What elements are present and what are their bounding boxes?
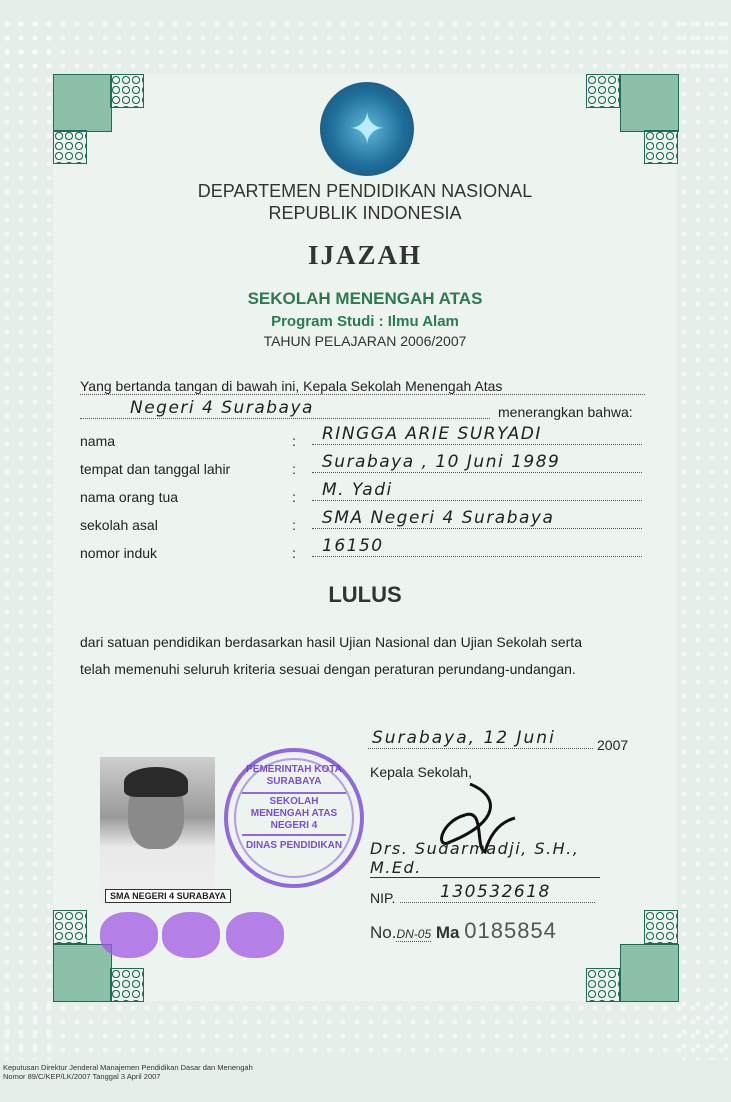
- serial-number: [370, 918, 557, 944]
- corner-ornament: [644, 910, 678, 944]
- corner-ornament: [53, 130, 87, 164]
- thumbprint: [226, 912, 284, 958]
- footer-line: Nomor 89/C/KEP/LK/2007 Tanggal 3 April 2007: [3, 1072, 161, 1081]
- field-value: 16150: [322, 536, 384, 556]
- border-left: [0, 17, 53, 1060]
- field-label: nomor induk: [80, 545, 158, 561]
- field-label: nama: [80, 433, 116, 449]
- academic-year: TAHUN PELAJARAN 2006/2007: [263, 333, 467, 349]
- stamp-inner: [242, 792, 346, 836]
- country-name: REPUBLIK INDONESIA: [268, 203, 462, 223]
- serial-series: Ma: [435, 923, 460, 942]
- corner-ornament: [586, 74, 620, 108]
- field-label: tempat dan tanggal lahir: [80, 461, 231, 477]
- study-program: Program Studi : Ilmu Alam: [271, 313, 459, 330]
- border-top: [0, 17, 731, 74]
- colon: :: [292, 489, 296, 505]
- corner-ornament: [586, 968, 620, 1002]
- stamp-inner-line: NEGERI 4: [270, 820, 318, 831]
- serial-value: 0185854: [464, 918, 557, 943]
- school-name-value: Negeri 4 Surabaya: [130, 398, 314, 418]
- colon: :: [292, 517, 296, 533]
- field-name: [312, 424, 642, 445]
- signatory-name: Drs. Sudarmadji, S.H., M.Ed.: [370, 839, 580, 877]
- footer-line: Keputusan Direktur Jenderal Manajemen Pendidikan Dasar dan Menengah: [3, 1063, 253, 1072]
- serial-code: DN-05: [396, 927, 432, 941]
- field-value: M. Yadi: [322, 480, 393, 500]
- field-birth: [312, 452, 642, 473]
- corner-ornament: [110, 74, 144, 108]
- result-status: LULUS: [328, 582, 402, 607]
- statement-line: dari satuan pendidikan berdasarkan hasil Ujian Nasional dan Ujian Sekolah serta: [80, 634, 582, 650]
- corner-ornament: [110, 968, 144, 1002]
- border-bottom: [0, 1001, 731, 1060]
- colon: :: [292, 433, 296, 449]
- photo-label: SMA NEGERI 4 SURABAYA: [105, 889, 231, 903]
- thumbprint: [100, 912, 158, 958]
- nip-label: NIP.: [370, 890, 396, 906]
- hair: [124, 767, 188, 797]
- corner-ornament: [53, 944, 112, 1002]
- intro-line: [80, 378, 645, 395]
- intro-text: Yang bertanda tangan di bawah ini, Kepala Sekolah Menengah Atas: [80, 378, 503, 394]
- colon: :: [292, 545, 296, 561]
- corner-ornament: [53, 910, 87, 944]
- field-label: sekolah asal: [80, 517, 158, 533]
- stamp-bottom-text: DINAS PENDIDIKAN: [245, 840, 343, 851]
- place-date-field: [368, 728, 593, 749]
- intro-line-end: menerangkan bahwa:: [498, 404, 633, 420]
- school-level: SEKOLAH MENENGAH ATAS: [247, 289, 483, 308]
- footer-decree: [3, 1063, 253, 1081]
- school-stamp: [224, 748, 364, 888]
- corner-ornament: [644, 130, 678, 164]
- garuda-emblem-icon: ✦: [320, 82, 414, 176]
- border-right: [677, 17, 731, 1060]
- place-date-value: Surabaya, 12 Juni: [372, 728, 556, 748]
- nip-field: [400, 882, 595, 903]
- document-title: IJAZAH: [307, 240, 422, 270]
- signatory-name-field: [370, 839, 600, 878]
- corner-ornament: [53, 74, 112, 132]
- field-value: SMA Negeri 4 Surabaya: [322, 508, 555, 528]
- stamp-inner-line: SEKOLAH: [269, 796, 319, 807]
- school-name-field: [80, 398, 490, 419]
- date-year: 2007: [597, 737, 629, 753]
- stamp-inner-line: MENENGAH ATAS: [250, 808, 338, 819]
- thumbprint: [162, 912, 220, 958]
- nip-value: 130532618: [440, 882, 551, 902]
- field-student-number: [312, 536, 642, 557]
- corner-ornament: [620, 74, 679, 132]
- field-value: Surabaya , 10 Juni 1989: [322, 452, 561, 472]
- corner-ornament: [620, 944, 679, 1002]
- field-label: nama orang tua: [80, 489, 179, 505]
- field-value: RINGGA ARIE SURYADI: [322, 424, 542, 444]
- colon: :: [292, 461, 296, 477]
- field-parent: [312, 480, 642, 501]
- ministry-name: DEPARTEMEN PENDIDIKAN NASIONAL: [197, 181, 533, 201]
- signatory-role: Kepala Sekolah,: [370, 764, 472, 780]
- field-school: [312, 508, 642, 529]
- serial-prefix: No.: [370, 923, 397, 942]
- student-photo: [100, 757, 227, 907]
- stamp-top-text: PEMERINTAH KOTA SURABAYA: [246, 764, 342, 787]
- statement-line: telah memenuhi seluruh kriteria sesuai dengan peraturan perundang-undangan.: [80, 661, 576, 677]
